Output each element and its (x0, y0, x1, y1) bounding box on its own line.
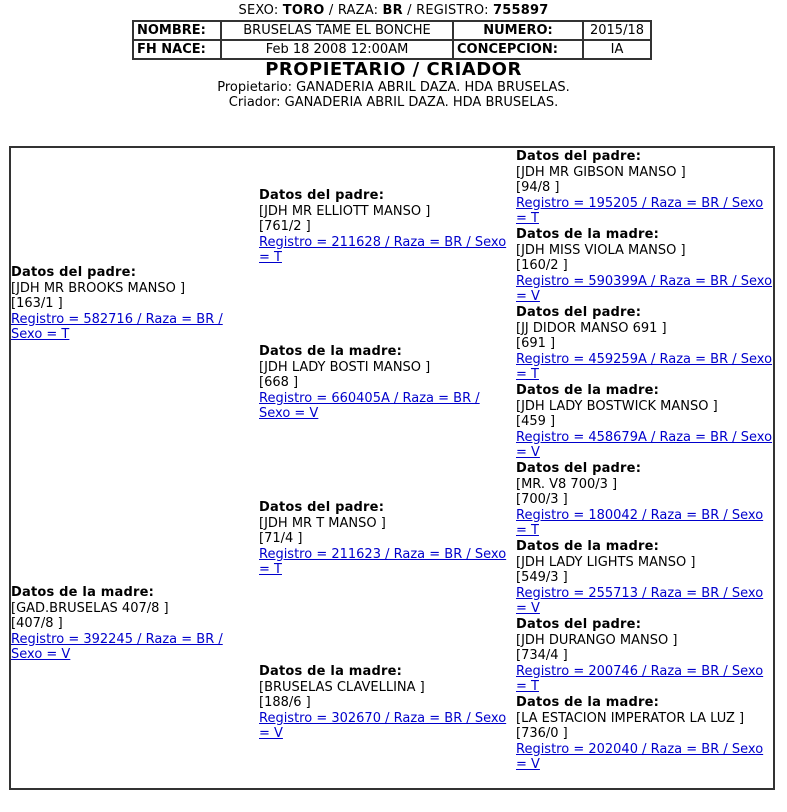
node-name: [JDH DURANGO MANSO ] (516, 632, 678, 648)
registro-link[interactable]: Registro = 180042 / Raza = BR / Sexo = T (516, 507, 764, 539)
node-code: [700/3 ] (516, 492, 568, 508)
registro-link[interactable]: Registro = 302670 / Raza = BR / Sexo = V (259, 710, 507, 742)
node-heading: Datos del padre: (259, 188, 385, 203)
node-code: [163/1 ] (11, 296, 63, 312)
registro-link[interactable]: Registro = 195205 / Raza = BR / Sexo = T (516, 195, 764, 227)
concepcion-label: CONCEPCION: (453, 40, 583, 59)
pedigree-node-ggp-1 (516, 149, 778, 227)
node-heading: Datos de la madre: (259, 664, 403, 679)
node-heading: Datos del padre: (11, 265, 137, 280)
node-heading: Datos del padre: (259, 500, 385, 515)
node-heading: Datos del padre: (516, 461, 642, 476)
node-code: [761/2 ] (259, 219, 311, 235)
pedigree-node-ggp-6 (516, 539, 778, 617)
node-heading: Datos de la madre: (259, 344, 403, 359)
registro-label: REGISTRO: (416, 3, 489, 18)
raza-label: RAZA: (337, 3, 379, 18)
node-heading: Datos de la madre: (516, 539, 660, 554)
numero-value: 2015/18 (583, 21, 651, 40)
node-code: [459 ] (516, 414, 556, 430)
registro-link[interactable]: Registro = 458679A / Raza = BR / Sexo = V (516, 429, 773, 461)
node-code: [160/2 ] (516, 258, 568, 274)
pedigree-node-ggp-5 (516, 461, 778, 539)
node-name: [JDH MISS VIOLA MANSO ] (516, 242, 686, 258)
registro-link[interactable]: Registro = 459259A / Raza = BR / Sexo = T (516, 351, 773, 383)
registro-link[interactable]: Registro = 211623 / Raza = BR / Sexo = T (259, 546, 507, 578)
pedigree-node-dam (11, 585, 251, 663)
pedigree-node-ggp-4 (516, 383, 778, 461)
pedigree-node-maternal-grandsire (259, 500, 514, 578)
node-name: [GAD.BRUSELAS 407/8 ] (11, 600, 169, 616)
registro-link[interactable]: Registro = 660405A / Raza = BR / Sexo = V (259, 390, 480, 422)
node-name: [JJ DIDOR MANSO 691 ] (516, 320, 667, 336)
pedigree-node-paternal-granddam (259, 344, 514, 422)
pedigree-node-ggp-3 (516, 305, 778, 383)
registro-link[interactable]: Registro = 590399A / Raza = BR / Sexo = V (516, 273, 773, 305)
node-heading: Datos de la madre: (516, 227, 660, 242)
registro-link[interactable]: Registro = 211628 / Raza = BR / Sexo = T (259, 234, 507, 266)
node-code: [188/6 ] (259, 695, 311, 711)
node-name: [JDH MR GIBSON MANSO ] (516, 164, 686, 180)
node-name: [JDH MR T MANSO ] (259, 515, 386, 531)
node-code: [549/3 ] (516, 570, 568, 586)
node-name: [LA ESTACION IMPERATOR LA LUZ ] (516, 710, 745, 726)
criador-text: Criador: GANADERIA ABRIL DAZA. HDA BRUSELAS. (228, 95, 559, 110)
node-heading: Datos de la madre: (516, 695, 660, 710)
node-code: [407/8 ] (11, 616, 63, 632)
node-name: [MR. V8 700/3 ] (516, 476, 618, 492)
propietario-text: Propietario: GANADERIA ABRIL DAZA. HDA BRUSELAS. (217, 80, 570, 95)
numero-label: NUMERO: (453, 21, 583, 40)
nombre-label: NOMBRE: (133, 21, 221, 40)
pedigree-node-ggp-2 (516, 227, 778, 305)
node-code: [691 ] (516, 336, 556, 352)
node-code: [71/4 ] (259, 531, 303, 547)
info-table (132, 20, 652, 60)
page-title: PROPIETARIO / CRIADOR (265, 59, 522, 80)
node-heading: Datos del padre: (516, 617, 642, 632)
node-heading: Datos del padre: (516, 305, 642, 320)
pedigree-node-maternal-granddam (259, 664, 514, 742)
node-name: [JDH LADY BOSTI MANSO ] (259, 359, 431, 375)
node-name: [JDH LADY LIGHTS MANSO ] (516, 554, 696, 570)
nace-label: FH NACE: (133, 40, 221, 59)
pedigree-node-paternal-grandsire (259, 188, 514, 266)
concepcion-value: IA (583, 40, 651, 59)
node-heading: Datos de la madre: (11, 585, 155, 600)
registro-link[interactable]: Registro = 392245 / Raza = BR / Sexo = V (11, 631, 223, 663)
registro-link[interactable]: Registro = 582716 / Raza = BR / Sexo = T (11, 311, 223, 343)
owner-info (0, 80, 787, 110)
registro-link[interactable]: Registro = 255713 / Raza = BR / Sexo = V (516, 585, 764, 617)
registro-link[interactable]: Registro = 200746 / Raza = BR / Sexo = T (516, 663, 764, 695)
node-code: [736/0 ] (516, 726, 568, 742)
sexo-label: SEXO: (238, 3, 279, 18)
registro-link[interactable]: Registro = 202040 / Raza = BR / Sexo = V (516, 741, 764, 773)
node-heading: Datos del padre: (516, 149, 642, 164)
pedigree-node-ggp-7 (516, 617, 778, 695)
pedigree-node-sire (11, 265, 251, 343)
pedigree-node-ggp-8 (516, 695, 778, 773)
node-code: [668 ] (259, 375, 299, 391)
node-heading: Datos de la madre: (516, 383, 660, 398)
node-name: [JDH MR BROOKS MANSO ] (11, 280, 186, 296)
node-code: [734/4 ] (516, 648, 568, 664)
nace-value: Feb 18 2008 12:00AM (221, 40, 453, 59)
sexo-value: TORO (282, 3, 325, 18)
nombre-value: BRUSELAS TAME EL BONCHE (221, 21, 453, 40)
node-name: [JDH LADY BOSTWICK MANSO ] (516, 398, 718, 414)
node-name: [BRUSELAS CLAVELLINA ] (259, 679, 425, 695)
node-code: [94/8 ] (516, 180, 560, 196)
registro-value: 755897 (493, 3, 549, 18)
header-line: SEXO: TORO / RAZA: BR / REGISTRO: 755897 (238, 3, 549, 18)
node-name: [JDH MR ELLIOTT MANSO ] (259, 203, 431, 219)
raza-value: BR (382, 3, 403, 18)
